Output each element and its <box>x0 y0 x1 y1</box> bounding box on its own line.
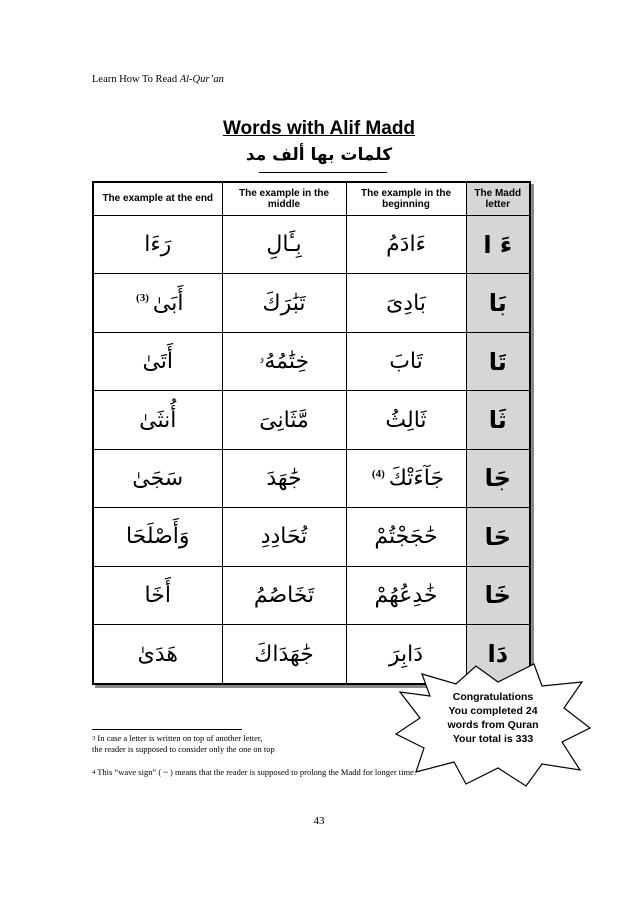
footnote-3 <box>92 733 275 755</box>
cell-end: رَءَا <box>93 216 222 274</box>
badge-line2: You completed 24 <box>448 705 538 717</box>
cell-beginning: دَابِرَ <box>346 625 466 684</box>
cell-middle: خِتَٰمُهُۥ <box>222 332 346 390</box>
cell-end: هَدَىٰ <box>93 625 222 684</box>
page-number: 43 <box>313 815 325 827</box>
footnote-ref-3: (3) <box>136 292 149 305</box>
badge-line4: Your total is 333 <box>452 733 534 745</box>
footnote-4-text: This “wave sign” ( ~ ) means that the reader is supposed to prolong the Madd for longer time. <box>95 767 417 777</box>
table-row <box>93 508 530 566</box>
cell-end: أَخَا <box>93 566 222 624</box>
arabic-subtitle: كلمات بها ألف مد <box>245 145 393 165</box>
cell-beginning: خَٰدِعُهُمْ <box>346 566 466 624</box>
page-title: Words with Alif Madd <box>222 118 416 139</box>
cell-madd-letter: تَا <box>466 332 530 390</box>
cell-middle: مَّثَانِىَ <box>222 391 346 449</box>
cell-middle: بِـَٔالِ <box>222 216 346 274</box>
cell-middle: تُحَادِدِ <box>222 508 346 566</box>
header-middle: The example in the middle <box>222 182 346 216</box>
table-row <box>93 332 530 390</box>
table-row <box>93 566 530 624</box>
footnote-3-line2: the reader is supposed to consider only the one on top <box>92 744 275 754</box>
footnote-ref-4: (4) <box>371 467 385 480</box>
cell-madd-letter: ءَ ا <box>466 216 530 274</box>
cell-beginning-word: جَآءَتْكَ <box>388 465 445 491</box>
header-end: The example at the end <box>93 182 222 216</box>
footnote-4 <box>92 767 416 778</box>
cell-beginning: تَابَ <box>346 332 466 390</box>
cell-madd-letter: خَا <box>466 566 530 624</box>
cell-beginning: ثَالِثُ <box>346 391 466 449</box>
cell-middle: جَٰهَدَ <box>222 449 346 507</box>
cell-end <box>93 274 222 332</box>
cell-middle: تَبَٰرَكَ <box>222 274 346 332</box>
cell-beginning <box>346 449 466 507</box>
cell-beginning: بَادِىَ <box>346 274 466 332</box>
badge-line3: words from Quran <box>447 719 539 731</box>
header-book: Al-Qur’an <box>179 74 224 85</box>
cell-middle: جَٰهَدَاكَ <box>222 625 346 684</box>
cell-madd-letter: حَا <box>466 508 530 566</box>
table-row <box>93 274 530 332</box>
subtitle-underline <box>259 172 387 173</box>
running-header <box>92 74 224 85</box>
cell-end: أَتَىٰ <box>93 332 222 390</box>
cell-end: أُنثَىٰ <box>93 391 222 449</box>
cell-madd-letter: ثَا <box>466 391 530 449</box>
cell-madd-letter: دَا <box>466 625 530 684</box>
cell-madd-letter: جَا <box>466 449 530 507</box>
footnote-3-line1: In case a letter is written on top of another letter, <box>95 733 263 743</box>
cell-end: وَأَصْلَحَا <box>93 508 222 566</box>
cell-madd-letter: بَا <box>466 274 530 332</box>
header-beginning: The example in the beginning <box>346 182 466 216</box>
cell-end: سَجَىٰ <box>93 449 222 507</box>
table-row <box>93 216 530 274</box>
table-header-row <box>93 182 530 216</box>
congratulations-badge <box>394 662 592 788</box>
footnote-4-number: 4 <box>92 769 96 776</box>
cell-end-word: أَبَىٰ <box>152 290 184 316</box>
madd-examples-table <box>92 181 531 685</box>
badge-text <box>394 690 592 746</box>
table-row <box>93 391 530 449</box>
footnote-3-number: 3 <box>92 735 96 742</box>
cell-middle: تَخَاصُمُ <box>222 566 346 624</box>
table-row <box>93 449 530 507</box>
header-madd-letter: The Madd letter <box>466 182 530 216</box>
header-prefix: Learn How To Read <box>92 74 180 85</box>
cell-beginning: حَٰجَجْتُمْ <box>346 508 466 566</box>
footnote-separator <box>92 729 242 730</box>
badge-line1: Congratulations <box>452 691 534 703</box>
cell-beginning: ءَادَمُ <box>346 216 466 274</box>
